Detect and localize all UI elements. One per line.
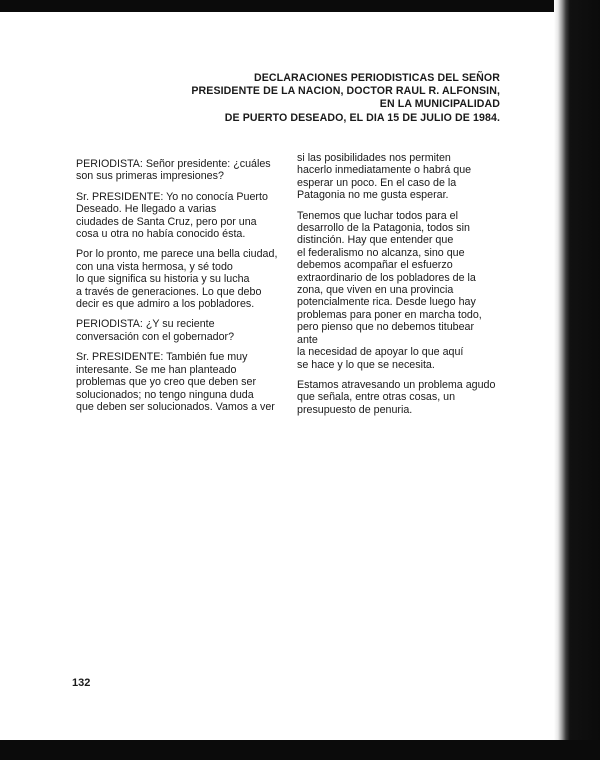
title-line: EN LA MUNICIPALIDAD [379,98,500,111]
paragraph: PERIODISTA: ¿Y su reciente conversación con el gobernador? [76,318,235,343]
scan-border-right [554,0,600,760]
paragraph: Por lo pronto, me parece una bella ciudad, con una vista hermosa, y sé todo lo que significa su historia y su lucha a través de generaciones. Lo que debo decir es que admiro a los pobladores. [76,248,278,311]
right-column [297,152,497,424]
paragraph: Tenemos que luchar todos para el desarrollo de la Patagonia, todos sin distinción. Hay que entender que el federalismo no alcanza, sino que debemos acompañar el esfuerzo extraordinario de los pobladores de la zona, que viven en una provincia potencialmente rica. Desde luego hay problemas para poner en marcha todo, pero pienso que no debemos titubear ante la necesidad de apoyar lo que aquí se hace y lo que se necesita. [297,209,482,371]
paragraph: Estamos atravesando un problema agudo que señala, entre otras cosas, un presupuesto de penuria. [297,378,496,416]
paragraph: si las posibilidades nos permiten hacerlo inmediatamente o habrá que esperar un poco. En el caso de la Patagonia no me gusta esperar. [297,152,472,202]
left-column [76,158,286,421]
scan-border-top [0,0,600,12]
paragraph: Sr. PRESIDENTE: También fue muy interesante. Se me han planteado problemas que yo creo que deben ser solucionados; no tengo ninguna duda que deben ser solucionados. Vamos a ver [76,351,275,413]
paragraph: Sr. PRESIDENTE: Yo no conocía Puerto Deseado. He llegado a varias ciudades de Santa Cruz, pero por una cosa u otra no había conocido ésta. [76,190,268,241]
scan-border-bottom [0,740,600,760]
page-number: 132 [72,677,91,689]
page-title [80,72,500,125]
title-line: DE PUERTO DESEADO, EL DIA 15 DE JULIO DE 1984. [224,111,500,124]
title-line: DECLARACIONES PERIODISTICAS DEL SEÑOR [253,72,500,84]
paragraph: PERIODISTA: Señor presidente: ¿cuáles son sus primeras impresiones? [76,158,271,183]
title-line: PRESIDENTE DE LA NACION, DOCTOR RAUL R. ALFONSIN, [191,85,500,98]
